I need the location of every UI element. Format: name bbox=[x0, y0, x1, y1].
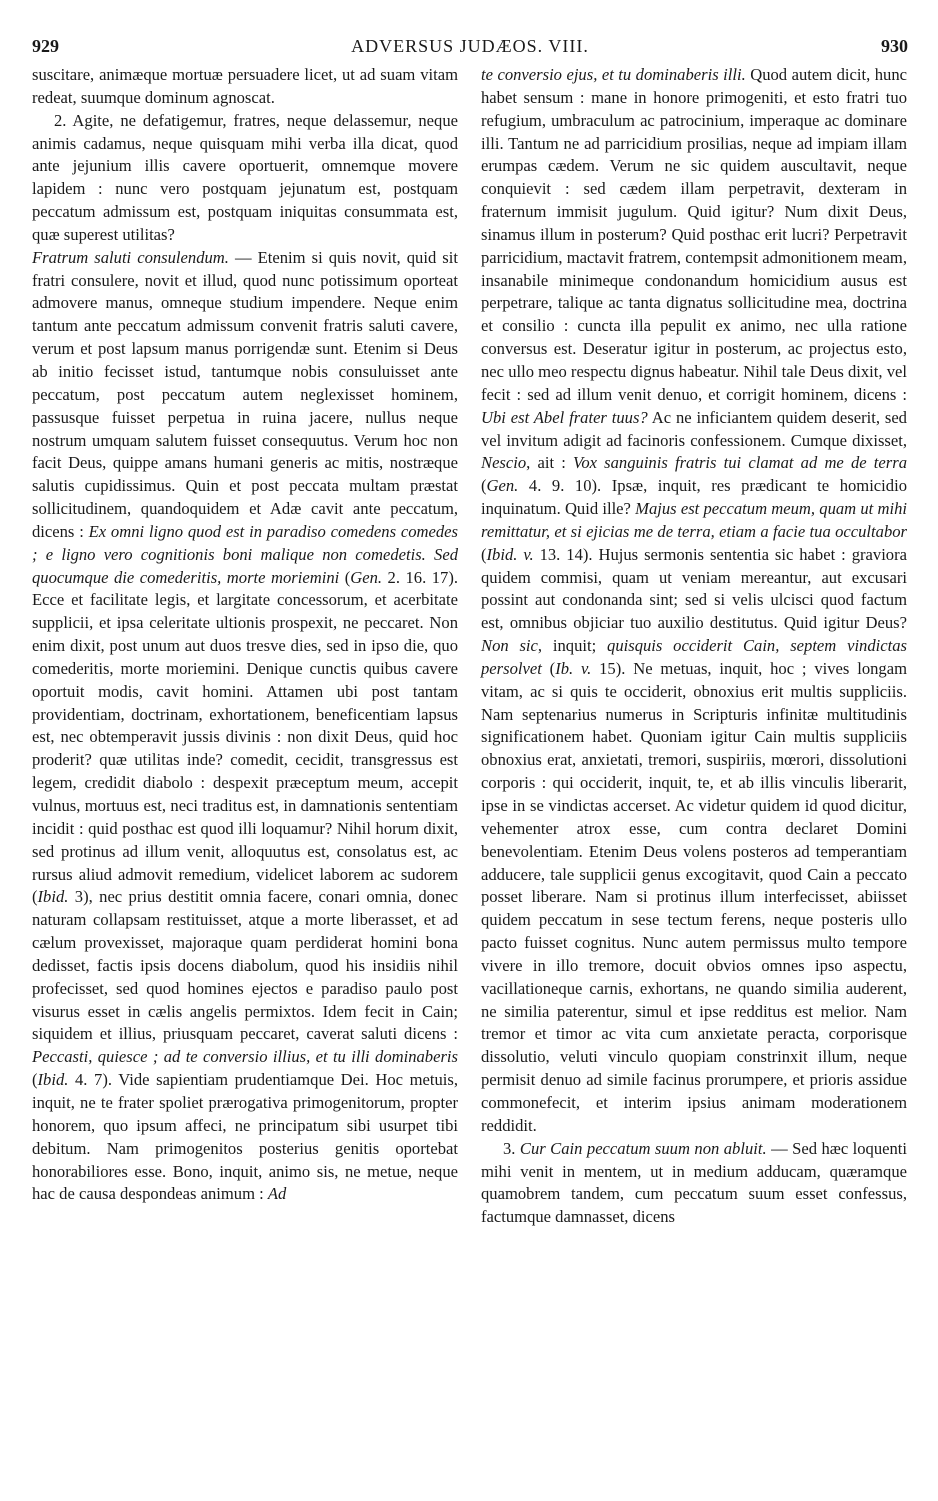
text-run: suscitare, animæque mortuæ persuadere licet, ut ad suam vitam redeat, suumque dominum agnoscat. bbox=[32, 65, 458, 107]
text-run: 3), nec prius destitit omnia facere, conari omnia, donec naturam collapsam restituisset, atque a morte liberasset, et ad cælum provexisset, majoraque quam perdiderat homini bona dedisset, factis ipsis docens diabolum, quod his insidiis nihil profecisset, sed quod homines ejectos e paradiso paulo post visurus esset in cælis angelis permixtos. Idem fecit in Cain; siquidem et illius, priusquam peccaret, caverat saluti dicens : bbox=[32, 887, 458, 1044]
italic-text-run: Nescio bbox=[481, 453, 527, 473]
text-run: , ait : bbox=[526, 453, 574, 473]
paragraph bbox=[481, 64, 907, 1138]
italic-text-run: Vox sanguinis fratris tui clamat ad me de terra bbox=[573, 453, 907, 473]
text-run: 4. 9. 10). Ipsæ, inquit, res prædicant te homicidio inquinatum. Quid ille? bbox=[481, 476, 907, 519]
text-run: 15). Ne metuas, inquit, hoc ; vives longam vitam, ac si quis te occiderit, obnoxius erit multis suppliciis. Nam septenarius numerus in Scripturis infinitæ multitudinis significationem habet. Quoniam igitur Cain multis suppliciis obnoxius erat, anxietati, tremori, suspiriis, mœrori, dissolutioni corporis : qui occiderit, inquit, te, et ab illis vinculis liberarit, ipse in se vindictas accerset. Ac videtur quidem id quod dicitur, vehementer atrox esse, cum contra declaret Domini benevolentiam. Etenim Deus volens posteros ad temperantiam adducere, tale supplicii genus excogitavit, quod Cain a peccato posset liberare. Nam si protinus illum interfecisset, abiisset quidem peccatum in sese tectum ferens, neque posteris ullo pacto fuisset cognitus. Nunc autem permissus multo tempore vivere in illo tremore, docuit obvios omnes ipso aspectu, vacillationeque carnis, exhortans, ne quando similia auderent, ne similia paterentur, simul et ipse redditus est melior. Nam tremor et timor ac vita cum anxietate peracta, corporisque dissolutio, veluti vinculo quopiam constrinxit illum, neque permisit denuo ad simile facinus prorumpere, et prioris assidue commonefecit, et interim ipsius animam moderationem reddidit. bbox=[481, 658, 907, 1135]
paragraph bbox=[32, 110, 458, 247]
right-page-number: 930 bbox=[881, 36, 908, 56]
text-run: ( bbox=[541, 658, 556, 678]
right-text-column bbox=[481, 64, 907, 1229]
running-title: ADVERSUS JUDÆOS. VIII. bbox=[351, 36, 589, 56]
italic-text-run: quisquis occiderit Cain, septem vindictas persolvet bbox=[481, 636, 907, 678]
text-run: ( bbox=[339, 567, 351, 587]
text-run: , inquit; bbox=[537, 636, 608, 656]
italic-text-run: Non sic bbox=[481, 636, 538, 656]
italic-text-run: Peccasti, quiesce ; ad te conversio illius, et tu illi dominaberis bbox=[32, 1047, 458, 1067]
text-run: 4. 7). Vide sapientiam prudentiamque Dei. Hoc metuis, inquit, ne te frater spoliet prærogativa primogenitorum, propter honorem, quo ipsum affeci, ne principatum sibi usurpet tibi debitum. Nam primogenitos posterius genitis oportebat honorabiliores esse. Bono, inquit, animo sis, ne metue, neque hac de causa despondeas animum : bbox=[32, 1070, 458, 1204]
text-run: ( bbox=[481, 544, 487, 564]
text-run: — Etenim si quis novit, quid sit fratri consulere, novit et illud, quod nunc potissimum oporteat admovere manus, omneque studium impendere. Neque enim tantum ante peccatum admissum convenit fratris saluti cavere, verum et post lapsum manus porrigendæ sunt. Etenim si Deus ab initio fecisset istud, tantumque nobis consuluisset ante peccatum, post peccatum autem neglexisset hominem, passusque fuisset perpetua in ruina jacere, nullus neque nostrum umquam salutem fuisset consequutus. Verum hoc non facit Deus, quippe amans humani generis ac mitis, nostræque salutis cupidissimus. Quin et post peccata multam præstat sollicitudinem, quandoquidem et Adæ cavit ante peccatum, dicens : bbox=[32, 247, 458, 541]
italic-text-run: Ibid. bbox=[37, 887, 69, 907]
left-page-number: 929 bbox=[32, 36, 59, 56]
italic-text-run: Majus est peccatum meum, quam ut mihi remittatur, et si ejicias me de terra, etiam a facie tua occultabor bbox=[481, 499, 907, 541]
page-header bbox=[32, 34, 908, 58]
text-run: 13. 14). Hujus sermonis sententia sic habet : graviora quidem commisi, quam ut veniam mereantur, aut excusari possint aut condonanda sint; sed si velis ulcisci quod factum est, omnibus objiciar tuo auxilio destitutus. Quid igitur Deus? bbox=[481, 544, 907, 633]
text-run: ( bbox=[32, 1070, 38, 1090]
text-run: Quod autem dicit, hunc habet sensum : mane in honore primogeniti, et esto fratri tuo refugium, umbraculum ac patrocinium, imperaque ac dominare illi. Tantum ne ad parricidium prosilias, neque ad impiam illam erumpas cædem. Verum ne sic quidem auscultavit, neque conquievit : sed cædem illam perpetravit, dexteram in fraternum immisit jugulum. Quid igitur? Num dixit Deus, sinamus illum in posterum? Quid posthac erit lucri? Perpetravit parricidium, mactavit fratrem, contempsit admonitionem meam, insanabile minimeque condonandum homicidium ausus est perpetrare, talique ac tanta dignatus sollicitudine mea, doctrina et consilio : cuncta illa pepulit ex animo, nec ulla ratione conversus est. Deseratur igitur in posterum, ac projectus esto, nec ullo meo respectu dignus habeatur. Nihil tale Deus dixit, vel fecit : sed ad illum venit denuo, et corrigit hominem, dicens : bbox=[481, 65, 907, 404]
paragraph bbox=[32, 64, 458, 110]
italic-text-run: Gen. bbox=[350, 567, 383, 587]
paragraph bbox=[481, 1138, 907, 1229]
italic-text-run: Fratrum saluti consulendum. bbox=[32, 247, 229, 267]
text-run: 2. Agite, ne defatigemur, fratres, neque delassemur, neque animis cadamus, neque quisquam mihi verba illa dicat, quod ante jejunium illis cavere oportuerit, omnemque movere lapidem : nunc vero postquam jejunatum est, postquam peccatum admissum est, postquam iniquitas consummata est, quæ superest utilitas? bbox=[32, 110, 458, 244]
italic-text-run: Ibid. v. bbox=[486, 544, 534, 564]
text-run: Ac ne inficiantem quidem deserit, sed vel invitum adigit ad facinoris confessionem. Cumque dixisset, bbox=[481, 407, 907, 450]
left-text-column bbox=[32, 64, 458, 1206]
italic-text-run: Ad bbox=[267, 1184, 287, 1204]
italic-text-run: Gen. bbox=[486, 476, 519, 496]
text-run: 3. bbox=[503, 1138, 520, 1158]
italic-text-run: te conversio ejus, et tu dominaberis illi. bbox=[481, 65, 746, 84]
italic-text-run: Cur Cain peccatum suum non abluit. bbox=[519, 1138, 767, 1158]
text-run: — Sed hæc loquenti mihi venit in mentem, ut in medium adducam, quæramque quamobrem tandem, cum peccatum suum esset confessus, factumque damnasset, dicens bbox=[481, 1138, 908, 1227]
italic-text-run: Ubi est Abel frater tuus? bbox=[481, 407, 648, 427]
italic-text-run: Ex omni ligno quod est in paradiso comedens comedes ; e ligno vero cognitionis boni malique non comedetis. Sed quocumque die comederitis, morte moriemini bbox=[32, 521, 458, 587]
text-run: 2. 16. 17). Ecce et facilitate legis, et largitate concessorum, et acerbitate supplicii, et ipsa celeritate ultionis prospexit, ne peccaret. Non enim dixit, post unum aut duos tresve dies, sed in ipso die, quo comederitis, morte moriemini. Denique cunctis quibus cavere oportuit modis, cavit homini. Attamen ubi post tantam providentiam, doctrinam, exhortationem, beneficentiam lapsus est, nec obtemperavit jussis divinis : non dixit Deus, quid hoc proderit? quæ utilitas inde? comedit, cecidit, transgressus est legem, credidit diabolo : despexit præceptum meum, accepit vulnus, mortuus est, neci traditus est, in damnationis sententiam incidit : quid posthac est quod illi loquamur? Nihil horum dixit, sed protinus ad illum venit, alloquutus est, consolatus est, ac rursus aliud admovit remedium, videlicet laborem ac sudorem ( bbox=[32, 567, 458, 907]
italic-text-run: Ibid. bbox=[37, 1070, 69, 1090]
paragraph bbox=[32, 247, 458, 1206]
italic-text-run: Ib. v. bbox=[555, 658, 592, 678]
text-run: ( bbox=[481, 476, 487, 496]
